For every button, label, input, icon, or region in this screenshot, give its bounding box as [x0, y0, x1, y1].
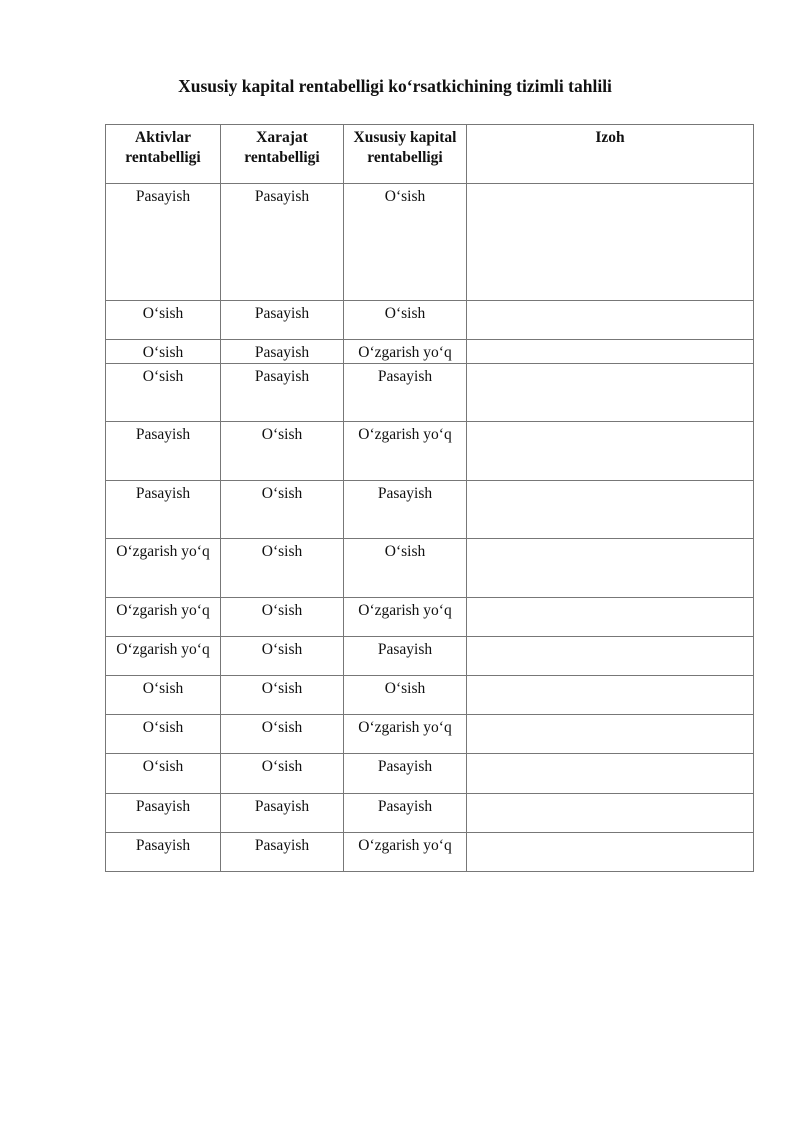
aktivlar-cell: O‘zgarish yo‘q	[106, 598, 221, 637]
xarajat-cell: Pasayish	[221, 301, 344, 340]
table-row	[106, 598, 754, 637]
aktivlar-cell: Pasayish	[106, 422, 221, 481]
xarajat-cell: Pasayish	[221, 184, 344, 301]
xarajat-cell: Pasayish	[221, 340, 344, 364]
xususiy-kapital-cell: O‘zgarish yo‘q	[344, 833, 467, 872]
aktivlar-cell: O‘sish	[106, 340, 221, 364]
table-row	[106, 676, 754, 715]
header-line: Izoh	[595, 129, 625, 146]
header-line: Xarajat	[256, 129, 308, 146]
xususiy-kapital-cell: O‘sish	[344, 676, 467, 715]
xarajat-cell: Pasayish	[221, 794, 344, 833]
aktivlar-cell: Pasayish	[106, 184, 221, 301]
xarajat-cell: O‘sish	[221, 539, 344, 598]
table-row	[106, 754, 754, 794]
xususiy-kapital-cell: O‘zgarish yo‘q	[344, 598, 467, 637]
xarajat-cell: O‘sish	[221, 715, 344, 754]
header-aktivlar-rentabelligi	[106, 125, 221, 184]
xarajat-cell: Pasayish	[221, 364, 344, 422]
aktivlar-cell: O‘sish	[106, 364, 221, 422]
table-row	[106, 794, 754, 833]
izoh-cell	[467, 539, 754, 598]
izoh-cell	[467, 422, 754, 481]
page-title: Xususiy kapital rentabelligi ko‘rsatkichining tizimli tahlili	[178, 76, 612, 96]
aktivlar-cell: O‘sish	[106, 676, 221, 715]
izoh-cell	[467, 364, 754, 422]
xarajat-cell: O‘sish	[221, 598, 344, 637]
izoh-cell	[467, 301, 754, 340]
header-line: rentabelligi	[244, 149, 320, 166]
table-body	[106, 184, 754, 872]
aktivlar-cell: O‘sish	[106, 754, 221, 794]
aktivlar-cell: Pasayish	[106, 481, 221, 539]
header-xarajat-rentabelligi	[221, 125, 344, 184]
table-row	[106, 364, 754, 422]
xususiy-kapital-cell: Pasayish	[344, 794, 467, 833]
table-header-row	[106, 125, 754, 184]
xarajat-cell: Pasayish	[221, 833, 344, 872]
analysis-table	[105, 124, 754, 872]
izoh-cell	[467, 184, 754, 301]
table-row	[106, 184, 754, 301]
header-line: rentabelligi	[125, 149, 201, 166]
xususiy-kapital-cell: Pasayish	[344, 364, 467, 422]
table-row	[106, 422, 754, 481]
table-row	[106, 481, 754, 539]
table-row	[106, 539, 754, 598]
izoh-cell	[467, 481, 754, 539]
izoh-cell	[467, 794, 754, 833]
izoh-cell	[467, 715, 754, 754]
xususiy-kapital-cell: O‘zgarish yo‘q	[344, 715, 467, 754]
header-line: rentabelligi	[367, 149, 443, 166]
xususiy-kapital-cell: O‘zgarish yo‘q	[344, 422, 467, 481]
izoh-cell	[467, 754, 754, 794]
header-line: Aktivlar	[135, 129, 191, 146]
table-row	[106, 715, 754, 754]
aktivlar-cell: O‘zgarish yo‘q	[106, 637, 221, 676]
xususiy-kapital-cell: O‘sish	[344, 539, 467, 598]
xarajat-cell: O‘sish	[221, 422, 344, 481]
xarajat-cell: O‘sish	[221, 676, 344, 715]
xususiy-kapital-cell: Pasayish	[344, 637, 467, 676]
aktivlar-cell: Pasayish	[106, 833, 221, 872]
xususiy-kapital-cell: O‘sish	[344, 301, 467, 340]
aktivlar-cell: O‘sish	[106, 301, 221, 340]
xarajat-cell: O‘sish	[221, 637, 344, 676]
xarajat-cell: O‘sish	[221, 481, 344, 539]
table-row	[106, 833, 754, 872]
xususiy-kapital-cell: O‘zgarish yo‘q	[344, 340, 467, 364]
xarajat-cell: O‘sish	[221, 754, 344, 794]
header-line: Xususiy kapital	[353, 129, 457, 146]
header-xususiy-kapital-rentabelligi	[344, 125, 467, 184]
xususiy-kapital-cell: Pasayish	[344, 754, 467, 794]
izoh-cell	[467, 340, 754, 364]
xususiy-kapital-cell: Pasayish	[344, 481, 467, 539]
xususiy-kapital-cell: O‘sish	[344, 184, 467, 301]
izoh-cell	[467, 833, 754, 872]
table-row	[106, 340, 754, 364]
aktivlar-cell: Pasayish	[106, 794, 221, 833]
aktivlar-cell: O‘zgarish yo‘q	[106, 539, 221, 598]
table-row	[106, 637, 754, 676]
izoh-cell	[467, 598, 754, 637]
izoh-cell	[467, 637, 754, 676]
aktivlar-cell: O‘sish	[106, 715, 221, 754]
header-izoh	[467, 125, 754, 184]
izoh-cell	[467, 676, 754, 715]
table-row	[106, 301, 754, 340]
